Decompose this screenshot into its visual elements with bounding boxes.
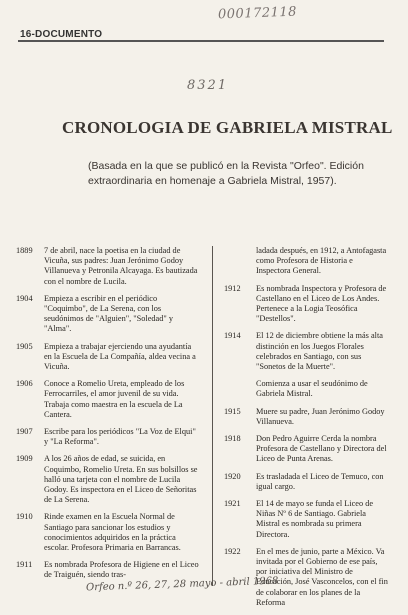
entry-text: El 14 de mayo se funda el Liceo de Niñas Nº 6 de Santiago. Gabriela Mistral es nombrada su primera Directora. [256,499,374,539]
entry-text: Don Pedro Aguirre Cerda la nombra Profesora de Castellano y Directora del Liceo de Punta Arenas. [256,434,387,464]
entry-year: 1915 [224,406,241,416]
chronology-entry [16,246,200,287]
entry-year: 1904 [16,293,33,303]
entry-year: 1920 [224,471,241,481]
entry-year: 1914 [224,331,241,341]
chronology-entry [224,407,388,427]
chronology-entry [224,284,388,325]
entry-year: 1910 [16,512,33,522]
entry-text: Escribe para los periódicos "La Voz de Elqui" y "La Reforma". [44,427,196,447]
chronology-entry [16,342,200,373]
handwritten-number: 8321 [187,78,229,93]
chronology-entry [16,294,200,335]
entry-year: 1889 [16,246,33,255]
entry-text: ladada después, en 1912, a Antofagasta como Profesora de Historia e Inspectora General. [256,246,387,276]
chronology-entry [16,427,200,447]
entry-text: 7 de abril, nace la poetisa en la ciudad de Vicuña, sus padres: Juan Jerónimo Godoy Villanueva y Petronila Alcayaga. Es bautizada con el nombre de Lucila. [44,246,198,286]
entry-text: Conoce a Romelio Ureta, empleado de los Ferrocarriles, el amor juvenil de su vida. Trabaja como maestra en la escuela de La Cantera. [44,379,185,419]
chronology-entry [16,560,200,580]
entry-year: 1907 [16,427,33,437]
chronology-right-column [224,246,388,615]
entry-year: 1909 [16,454,33,464]
chronology-entry [224,246,388,277]
section-header: 16-DOCUMENTO [20,29,103,40]
chronology-entry [16,454,200,505]
chronology-entry [224,499,388,540]
header-rule [18,40,384,42]
chronology-entry [224,331,388,372]
entry-text: Es nombrada Inspectora y Profesora de Castellano en el Liceo de Los Andes. Pertenece a la Logia Teosófica "Destellos". [256,283,387,324]
chronology-entry [224,379,388,399]
entry-year: 1905 [16,341,33,351]
entry-text: A los 26 años de edad, se suicida, en Coquimbo, Romelio Ureta. En sus bolsillos se halló una tarjeta con el nombre de Lucila Godoy. Es inspectora en el Liceo de Señoritas de La Serena. [44,454,198,505]
entry-text: En el mes de junio, parte a México. Va invitada por el Gobierno de ese país, por iniciativa del Ministro de Educación, José Vasconcelos, con el fin de colaborar en los planes de la Reforma [256,546,388,607]
entry-year: 1911 [16,560,33,570]
entry-text: Es nombrada Profesora de Higiene en el Liceo de Traiguén, siendo tras- [44,560,199,580]
chronology-entry [16,512,200,553]
chronology-entry [224,434,388,465]
chronology-left-column [16,246,200,588]
entry-text: Empieza a trabajar ejerciendo una ayudantía en la Escuela de La Compañía, aldea vecina a Vicuña. [44,341,196,372]
entry-text: El 12 de diciembre obtiene la más alta distinción en los Juegos Florales celebrados en Santiago, con sus "Sonetos de la Muerte". [256,331,383,372]
entry-year: 1906 [16,379,33,389]
entry-text: Es trasladada el Liceo de Temuco, con igual cargo. [256,471,384,491]
entry-year: 1921 [224,499,241,509]
intro-note: (Basada en la que se publicó en la Revista "Orfeo". Edición extraordinaria en homenaje a Gabriela Mistral, 1957). [88,160,364,187]
chronology-entry [224,472,388,492]
entry-year: 1912 [224,283,241,293]
handwritten-source-note: Orfeo n.º 26, 27, 28 mayo - abril 1968 [85,575,279,594]
entry-year: 1918 [224,434,241,444]
entry-year [224,246,256,277]
page-title: CRONOLOGIA DE GABRIELA MISTRAL [62,118,393,137]
entry-text: Comienza a usar el seudónimo de Gabriela Mistral. [256,379,368,399]
entry-year: 1922 [224,546,241,556]
entry-year [224,379,256,399]
entry-text: Rinde examen en la Escuela Normal de Santiago para sancionar los estudios y conocimientos adquiridos en la práctica escolar. Profesora Primaria en Barrancas. [44,512,181,553]
chronology-entry [16,379,200,420]
handwritten-catalog-number: 000172118 [217,4,298,23]
entry-text: Empieza a escribir en el periódico "Coquimbo", de La Serena, con los seudónimos de "Alguien", "Soledad" y "Alma". [44,293,173,334]
entry-text: Muere su padre, Juan Jerónimo Godoy Villanueva. [256,406,385,426]
column-divider [212,246,213,586]
